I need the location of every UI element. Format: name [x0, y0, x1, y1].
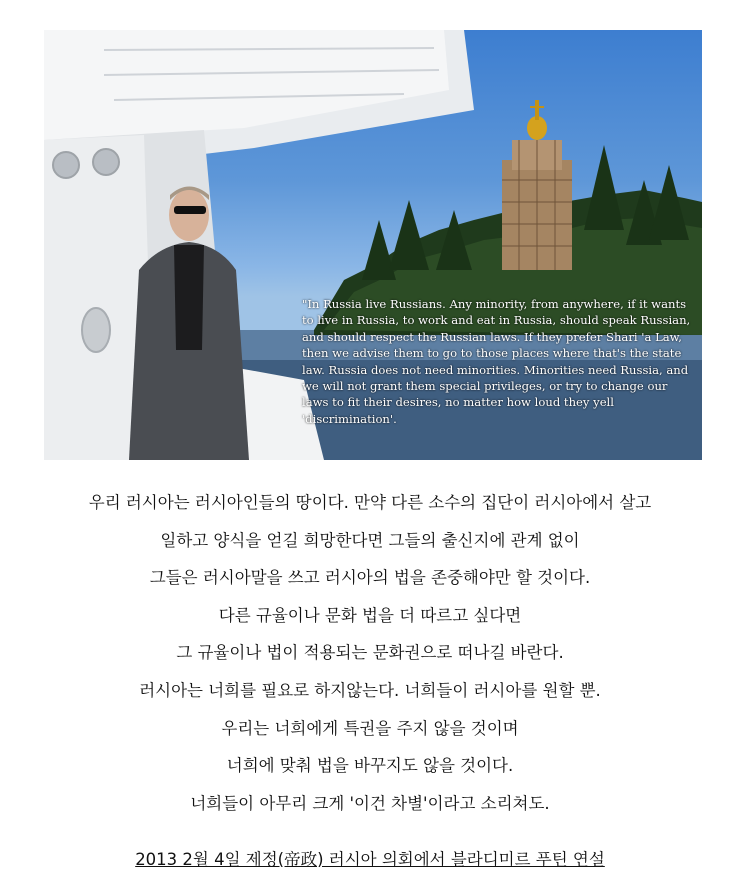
korean-translation	[0, 484, 740, 822]
attribution: 2013 2월 4일 제정(帝政) 러시아 의회에서 블라디미르 푸틴 연설	[135, 850, 605, 869]
translation-line: 그 규율이나 법이 적용되는 문화권으로 떠나길 바란다.	[176, 643, 564, 663]
english-quote: "In Russia live Russians. Any minority, from anywhere, if it wants to live in Russia, to work and eat in Russia, should speak Russian, and should respect the Russian laws. If they prefer Shari 'a Law, then we advise them to go to those places where that's the state law. Russia does not need minorities. Minorities need Russia, and we will not grant them special privileges, or try to change our laws to fit their desires, no matter how loud they yell 'discrimination'.	[302, 297, 691, 426]
translation-line: 우리 러시아는 러시아인들의 땅이다. 만약 다른 소수의 집단이 러시아에서 살고	[88, 493, 652, 512]
translation-line: 다른 규율이나 문화 법을 더 따르고 싶다면	[218, 605, 522, 625]
translation-line: 일하고 양식을 얻길 희망한다면 그들의 출신지에 관계 없이	[160, 530, 580, 550]
translation-line: 너희에 맞춰 법을 바꾸지도 않을 것이다.	[226, 756, 514, 776]
translation-line: 러시아는 너희를 필요로 하지않는다. 너희들이 러시아를 원할 뿐.	[139, 680, 601, 700]
translation-line: 우리는 너희에게 특권을 주지 않을 것이며	[221, 718, 519, 738]
translation-line: 너희들이 아무리 크게 '이건 차별'이라고 소리쳐도.	[190, 793, 550, 813]
speech-photo	[44, 30, 702, 460]
translation-line: 그들은 러시아말을 쓰고 러시아의 법을 존중해야만 할 것이다.	[149, 568, 591, 588]
